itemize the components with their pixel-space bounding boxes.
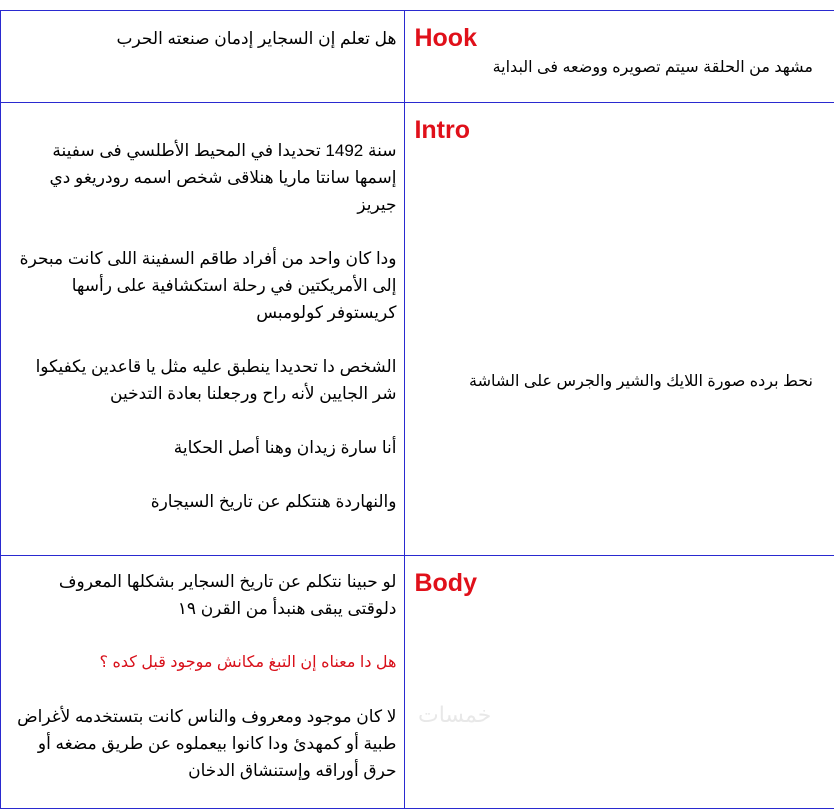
watermark-logo: خمسات (418, 703, 491, 728)
body-question: هل دا معناه إن التبغ مكانش موجود قبل كده ؟ (11, 649, 396, 676)
body-notes-cell (405, 556, 834, 809)
body-script-cell (1, 556, 405, 809)
hook-note: مشهد من الحلقة سيتم تصويره ووضعه فى البداية (413, 57, 813, 79)
body-paragraph: لو حبينا نتكلم عن تاريخ السجاير بشكلها المعروف دلوقتى يبقى هنبدأ من القرن ١٩ (11, 568, 396, 622)
intro-row (1, 103, 834, 556)
intro-note: نحط برده صورة اللايك والشير والجرس على الشاشة (453, 371, 813, 393)
body-paragraph: لا كان موجود ومعروف والناس كانت بتستخدمه لأغراض طبية أو كمهدئ ودا كانوا بيعملوه عن طريق مضغه أو حرق أوراقه وإستنشاق الدخان (11, 703, 396, 784)
intro-notes-cell (405, 103, 834, 556)
hook-notes-cell (405, 11, 834, 103)
intro-paragraph: ودا كان واحد من أفراد طاقم السفينة اللى كانت مبحرة إلى الأمريكتين في رحلة استكشافية على رأسها كريستوفر كولومبس (11, 245, 396, 326)
hook-row (1, 11, 834, 103)
body-label: Body (414, 568, 477, 598)
body-row (1, 556, 834, 809)
hook-label: Hook (414, 23, 477, 53)
intro-paragraph: والنهاردة هنتكلم عن تاريخ السيجارة (11, 488, 396, 515)
intro-script-cell (1, 103, 405, 556)
intro-paragraph: أنا سارة زيدان وهنا أصل الحكاية (11, 434, 396, 461)
intro-paragraph: الشخص دا تحديدا ينطبق عليه مثل يا قاعدين يكفيكوا شر الجايين لأنه راح ورجعلنا بعادة التدخين (11, 353, 396, 407)
script-table (0, 10, 834, 809)
intro-paragraph: سنة 1492 تحديدا في المحيط الأطلسي فى سفينة إسمها سانتا ماريا هنلاقى شخص اسمه رودريغو دي جيريز (11, 137, 396, 218)
hook-script-cell (1, 11, 405, 103)
hook-text: هل تعلم إن السجاير إدمان صنعته الحرب (11, 25, 396, 52)
intro-label: Intro (414, 115, 470, 145)
